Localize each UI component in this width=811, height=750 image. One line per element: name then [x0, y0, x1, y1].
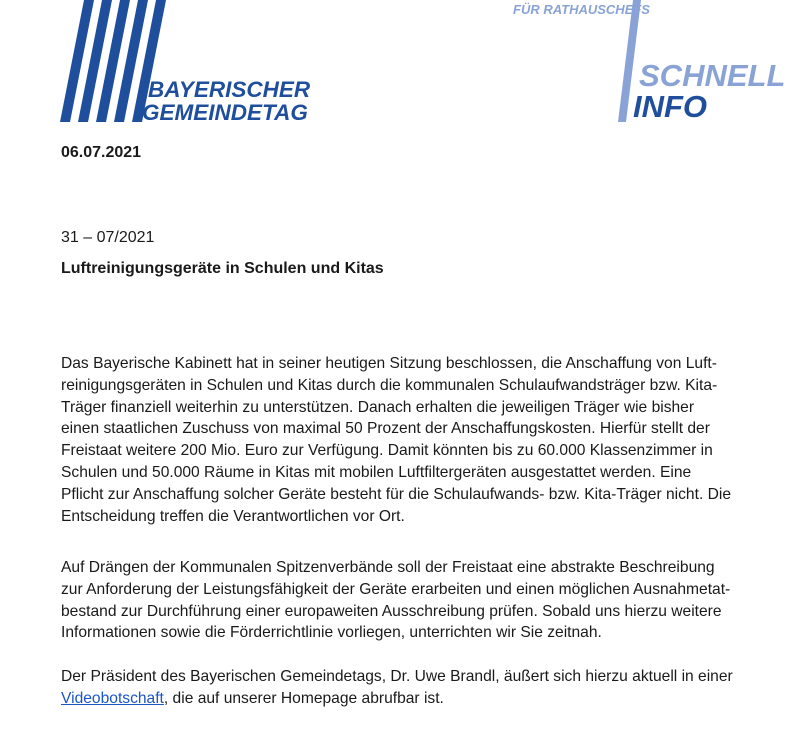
- paragraph-3: [61, 666, 796, 710]
- logo-schnell: SCHNELL: [639, 58, 786, 93]
- logo-info: INFO: [633, 89, 708, 124]
- paragraph-line: Informationen sowie die Förderrichtlinie vorliegen, unterrichten wir Sie zeitnah.: [61, 624, 602, 642]
- schnell-info-logo: [505, 0, 805, 125]
- paragraph-line: bestand zur Durchführung einer europaweiten Ausschreibung prüfen. Sobald uns hierzu weitere: [61, 602, 722, 620]
- paragraph-2: [61, 557, 796, 644]
- paragraph-line: einen staatlichen Zuschuss von maximal 50 Prozent der Anschaffungskosten. Hierfür stellt der: [61, 420, 710, 438]
- paragraph-line: Das Bayerische Kabinett hat in seiner heutigen Sitzung beschlossen, die Anschaffung von Luft-: [61, 355, 717, 372]
- paragraph-line: Träger finanziell weiterhin zu unterstützen. Danach erhalten die jeweiligen Träger wie bisher: [61, 398, 695, 416]
- paragraph-line: reinigungsgeräten in Schulen und Kitas durch die kommunalen Schulaufwandsträger bzw. Kita-: [61, 376, 718, 394]
- logo-kicker: FÜR RATHAUSCHEFS: [513, 2, 650, 17]
- paragraph-line: Auf Drängen der Kommunalen Spitzenverbände soll der Freistaat eine abstrakte Beschreibung: [61, 559, 715, 576]
- paragraph-line: Entscheidung treffen die Verantwortlichen vor Ort.: [61, 507, 405, 525]
- link-trailing-text: , die auf unserer Homepage abrufbar ist.: [163, 689, 444, 707]
- document-number: 31 – 07/2021: [61, 229, 155, 246]
- logo-line-1: BAYERISCHER: [148, 77, 311, 102]
- paragraph-line: Schulen und 50.000 Räume in Kitas mit mobilen Luftfiltergeräten ausgestattet werden. Eine: [61, 463, 692, 481]
- paragraph-line: Pflicht zur Anschaffung solcher Geräte besteht für die Schulaufwands- bzw. Kita-Träger nicht. Die: [61, 485, 732, 503]
- videobotschaft-link[interactable]: Videobotschaft: [61, 689, 164, 707]
- paragraph-line: zur Anforderung der Leistungsfähigkeit der Geräte erarbeiten und einen möglichen Ausnahmetat-: [61, 580, 731, 598]
- paragraph-line: Der Präsident des Bayerischen Gemeindetags, Dr. Uwe Brandl, äußert sich hierzu aktuell in einer: [61, 668, 733, 685]
- paragraph-line-with-link: [61, 688, 796, 710]
- logo-line-2: GEMEINDETAG: [142, 100, 308, 125]
- document-date: 06.07.2021: [61, 144, 142, 161]
- paragraph-1: [61, 353, 796, 527]
- document-title: Luftreinigungsgeräte in Schulen und Kitas: [61, 260, 384, 277]
- bayerischer-gemeindetag-logo: [60, 0, 360, 125]
- paragraph-line: Freistaat weitere 200 Mio. Euro zur Verfügung. Damit könnten bis zu 60.000 Klassenzimmer in: [61, 442, 713, 460]
